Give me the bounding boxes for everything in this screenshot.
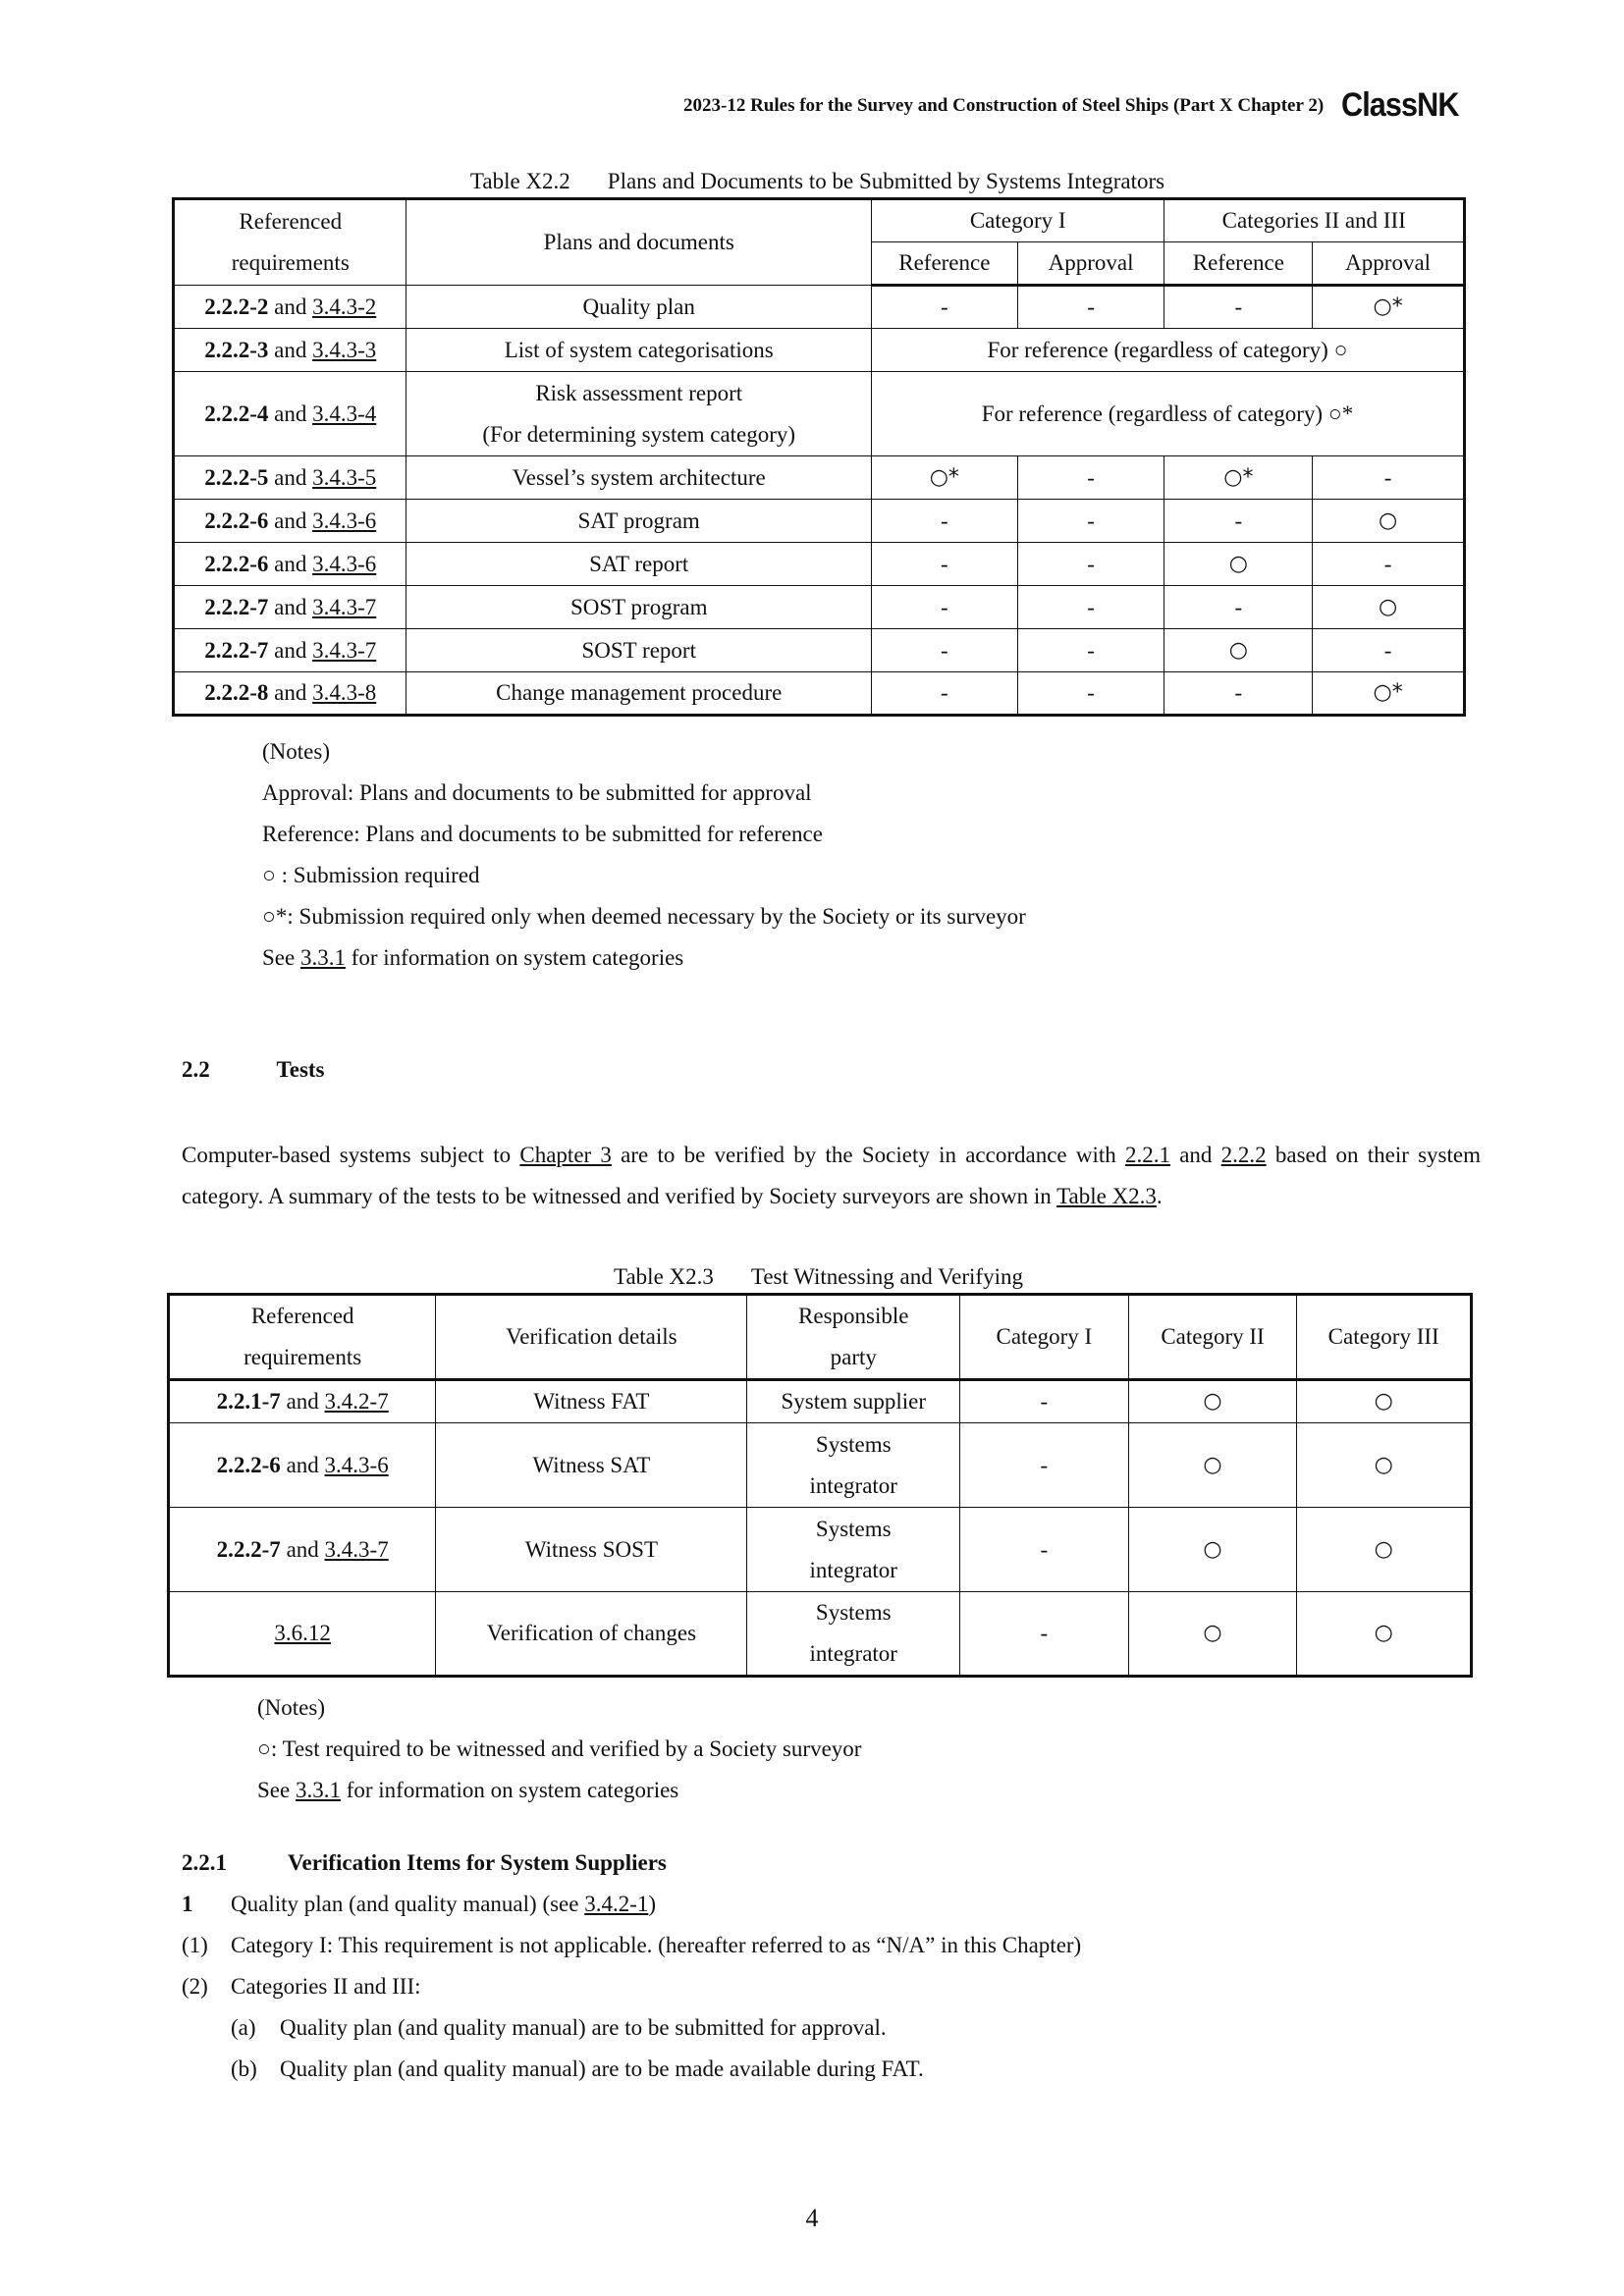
cell-value: - <box>1313 543 1465 586</box>
responsible-party: Systems integrator <box>747 1508 960 1592</box>
section-paragraph: Computer-based systems subject to Chapter 3 are to be verified by the Society in accordance with 2.2.1 and 2.2.2 based on their system category. A summary of the tests to be witnessed and verified by Society surveyors are shown in Table X2.3. <box>182 1143 1481 1208</box>
requirement-link[interactable]: 3.4.3-3 <box>312 337 377 362</box>
table-row <box>174 629 1465 672</box>
list-item: 1 Quality plan (and quality manual) (see 3.4.2-1) <box>182 1892 657 1916</box>
referenced-requirement: 2.2.2-4 and 3.4.3-4 <box>174 372 406 456</box>
table-row <box>174 372 1465 456</box>
header-categories-2-3: Categories II and III <box>1164 199 1465 242</box>
header-reference: Reference <box>1164 242 1313 286</box>
referenced-requirement: 2.2.2-7 and 3.4.3-7 <box>174 586 406 629</box>
referenced-requirement <box>169 1592 436 1677</box>
section-title: Tests <box>276 1057 325 1082</box>
header-responsible-party: Responsible party <box>747 1295 960 1380</box>
verification-detail: Witness FAT <box>436 1380 747 1423</box>
verification-detail: Witness SAT <box>436 1423 747 1508</box>
cell-value: - <box>1164 672 1313 716</box>
cell-value: - <box>1164 286 1313 329</box>
referenced-requirement: 2.2.2-6 and 3.4.3-6 <box>174 500 406 543</box>
section-number: 2.2 <box>182 1057 210 1082</box>
referenced-requirement: 2.2.2-8 and 3.4.3-8 <box>174 672 406 716</box>
requirement-link[interactable]: 3.4.3-6 <box>312 507 377 533</box>
page-number: 4 <box>805 2204 819 2232</box>
note-submission-when-necessary: ○*: Submission required only when deemed necessary by the Society or its surveyor <box>262 904 1026 929</box>
cell-value: ○ <box>1313 586 1465 629</box>
table-row <box>169 1380 1472 1423</box>
responsible-party: Systems integrator <box>747 1592 960 1677</box>
requirement-link[interactable]: 3.4.3-6 <box>324 1452 389 1477</box>
cell-value: ○ <box>1313 500 1465 543</box>
requirement-link[interactable]: 3.4.3-5 <box>312 464 377 490</box>
requirement-link[interactable]: 3.4.3-2 <box>312 294 377 319</box>
table-x23-notes <box>257 1687 1435 1811</box>
note-submission-required: ○ : Submission required <box>262 863 480 887</box>
classnk-logo: ClassNK <box>1341 86 1459 124</box>
note-reference: Reference: Plans and documents to be submitted for reference <box>262 822 823 846</box>
document-name: List of system categorisations <box>406 329 871 372</box>
table-row <box>174 543 1465 586</box>
referenced-requirement: 2.2.2-6 and 3.4.3-6 <box>174 543 406 586</box>
header-category-1: Category I <box>871 199 1164 242</box>
document-name: SAT report <box>406 543 871 586</box>
requirement-link[interactable]: 3.4.3-7 <box>324 1536 389 1562</box>
cell-value: - <box>871 500 1017 543</box>
section-link[interactable]: 2.2.1 <box>1124 1143 1170 1167</box>
page-header <box>683 86 1472 125</box>
spanning-note: For reference (regardless of category) ○ <box>871 329 1464 372</box>
header-title: 2023-12 Rules for the Survey and Construction of Steel Ships (Part X Chapter 2) <box>683 94 1325 116</box>
cell-value: - <box>1017 500 1164 543</box>
cell-value: - <box>1017 586 1164 629</box>
cell-value: - <box>1017 672 1164 716</box>
spanning-note: For reference (regardless of category) ○* <box>871 372 1464 456</box>
table-x22 <box>172 197 1466 717</box>
header-reference: Reference <box>871 242 1017 286</box>
document-name: Change management procedure <box>406 672 871 716</box>
cell-value: ○ <box>1297 1508 1472 1592</box>
document-name: Risk assessment report (For determining system category) <box>406 372 871 456</box>
list-item: (b) Quality plan (and quality manual) are to be made available during FAT. <box>231 2056 924 2081</box>
referenced-requirement: 2.2.2-7 and 3.4.3-7 <box>169 1508 436 1592</box>
table-link[interactable]: Table X2.3 <box>1056 1184 1157 1208</box>
requirement-link[interactable]: 3.4.3-7 <box>312 637 377 663</box>
cell-value: ○ <box>1297 1380 1472 1423</box>
header-approval: Approval <box>1017 242 1164 286</box>
cell-value: ○ <box>1164 629 1313 672</box>
table-x23-caption <box>167 1264 1470 1290</box>
requirement-link[interactable]: 3.4.2-7 <box>324 1389 389 1414</box>
cell-value: - <box>960 1423 1129 1508</box>
table-row <box>174 586 1465 629</box>
cell-value: ○ <box>1297 1423 1472 1508</box>
cell-value: - <box>1017 286 1164 329</box>
cell-value: ○ <box>1128 1380 1297 1423</box>
cell-value: ○ <box>1297 1592 1472 1677</box>
note-see-categories: See 3.3.1 for information on system categories <box>257 1778 679 1802</box>
list-item: (2) Categories II and III: <box>182 1974 421 1999</box>
table-row <box>169 1423 1472 1508</box>
referenced-requirement: 2.2.1-7 and 3.4.2-7 <box>169 1380 436 1423</box>
cell-value: ○* <box>1164 456 1313 500</box>
cell-value: - <box>1017 456 1164 500</box>
header-referenced-requirements: Referenced requirements <box>174 199 406 286</box>
cell-value: ○* <box>871 456 1017 500</box>
cell-value: - <box>960 1592 1129 1677</box>
section-title: Verification Items for System Suppliers <box>288 1850 667 1875</box>
notes-title: (Notes) <box>257 1695 325 1720</box>
referenced-requirement: 2.2.2-2 and 3.4.3-2 <box>174 286 406 329</box>
header-category-1: Category I <box>960 1295 1129 1380</box>
referenced-requirement: 2.2.2-7 and 3.4.3-7 <box>174 629 406 672</box>
cell-value: ○ <box>1128 1592 1297 1677</box>
requirement-link[interactable]: 3.4.3-6 <box>312 551 377 576</box>
requirement-link[interactable]: 3.4.3-8 <box>312 680 377 705</box>
cell-value: - <box>871 672 1017 716</box>
table-row <box>174 286 1465 329</box>
header-approval: Approval <box>1313 242 1465 286</box>
header-verification-details: Verification details <box>436 1295 747 1380</box>
referenced-requirement: 2.2.2-3 and 3.4.3-3 <box>174 329 406 372</box>
section-heading <box>182 1842 1478 1884</box>
table-x22-notes <box>262 731 1440 979</box>
header-referenced-requirements: Referenced requirements <box>169 1295 436 1380</box>
note-see-categories: See 3.3.1 for information on system categories <box>262 945 684 970</box>
responsible-party: System supplier <box>747 1380 960 1423</box>
cell-value: - <box>871 543 1017 586</box>
verification-detail: Witness SOST <box>436 1508 747 1592</box>
notes-title: (Notes) <box>262 739 330 764</box>
cell-value: ○ <box>1164 543 1313 586</box>
cell-value: - <box>871 286 1017 329</box>
requirement-link[interactable]: 3.4.3-7 <box>312 594 377 619</box>
cell-value: - <box>1017 629 1164 672</box>
document-name: SOST report <box>406 629 871 672</box>
cell-value: - <box>1017 543 1164 586</box>
cell-value: - <box>960 1380 1129 1423</box>
table-row <box>169 1508 1472 1592</box>
table-row <box>169 1592 1472 1677</box>
note-approval: Approval: Plans and documents to be submitted for approval <box>262 780 812 805</box>
document-name: SOST program <box>406 586 871 629</box>
table-row <box>174 500 1465 543</box>
list-item: (a) Quality plan (and quality manual) are to be submitted for approval. <box>231 2015 887 2040</box>
section-number: 2.2.1 <box>182 1850 227 1875</box>
cell-value: ○ <box>1128 1508 1297 1592</box>
header-plans-and-documents: Plans and documents <box>406 199 871 286</box>
section-link[interactable]: 3.3.1 <box>295 1778 341 1802</box>
header-category-2: Category II <box>1128 1295 1297 1380</box>
table-row <box>174 329 1465 372</box>
cell-value: - <box>1164 586 1313 629</box>
document-name: Vessel’s system architecture <box>406 456 871 500</box>
caption-title: Test Witnessing and Verifying <box>750 1264 1023 1289</box>
table-x22-caption <box>172 169 1463 194</box>
cell-value: ○ <box>1128 1423 1297 1508</box>
cell-value: - <box>960 1508 1129 1592</box>
verification-detail: Verification of changes <box>436 1592 747 1677</box>
section-2-2-1 <box>182 1842 1478 2090</box>
list-item: (1) Category I: This requirement is not applicable. (hereafter referred to as “N/A” in this Chapter) <box>182 1933 1082 1957</box>
chapter-link[interactable]: Chapter 3 <box>519 1143 612 1167</box>
requirement-link[interactable]: 3.4.2-1 <box>584 1892 649 1916</box>
cell-value: - <box>1313 629 1465 672</box>
requirement-link[interactable]: 3.4.3-4 <box>312 400 377 426</box>
caption-number: Table X2.2 <box>469 169 570 193</box>
referenced-requirement: 2.2.2-5 and 3.4.3-5 <box>174 456 406 500</box>
table-row <box>174 672 1465 716</box>
section-link[interactable]: 2.2.2 <box>1220 1143 1267 1167</box>
cell-value: - <box>871 586 1017 629</box>
cell-value: - <box>871 629 1017 672</box>
document-name: Quality plan <box>406 286 871 329</box>
table-row <box>174 456 1465 500</box>
requirement-link[interactable]: 3.6.12 <box>274 1621 331 1645</box>
note-test-required: ○: Test required to be witnessed and verified by a Society surveyor <box>257 1736 862 1761</box>
cell-value: ○* <box>1313 286 1465 329</box>
caption-title: Plans and Documents to be Submitted by Systems Integrators <box>607 169 1165 193</box>
section-link[interactable]: 3.3.1 <box>299 945 346 970</box>
section-heading <box>182 1057 325 1083</box>
cell-value: ○* <box>1313 672 1465 716</box>
cell-value: - <box>1164 500 1313 543</box>
document-name: SAT program <box>406 500 871 543</box>
table-x23 <box>167 1293 1473 1678</box>
header-category-3: Category III <box>1297 1295 1472 1380</box>
referenced-requirement: 2.2.2-6 and 3.4.3-6 <box>169 1423 436 1508</box>
caption-number: Table X2.3 <box>614 1264 714 1289</box>
cell-value: - <box>1313 456 1465 500</box>
responsible-party: Systems integrator <box>747 1423 960 1508</box>
